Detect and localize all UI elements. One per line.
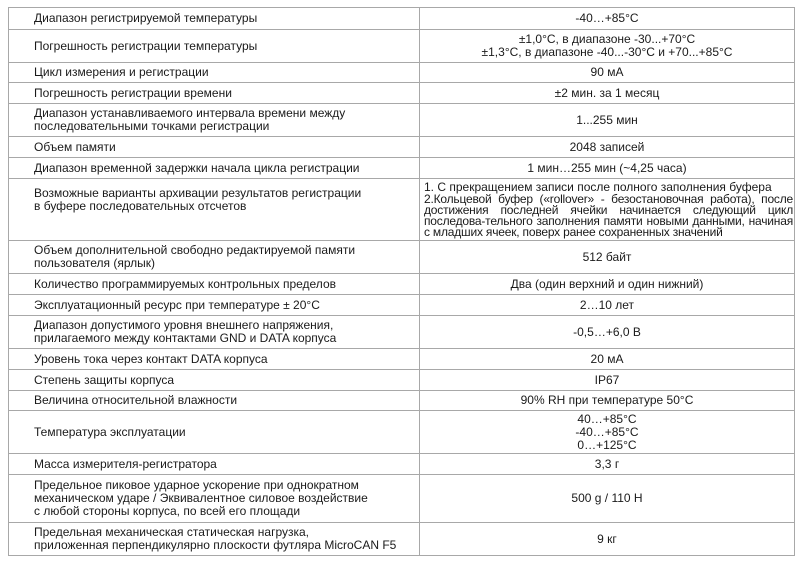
value-text: 90% RH при температуре 50°C	[520, 393, 694, 407]
param-text: прилагаемого между контактами GND и DATA корпуса	[34, 331, 337, 345]
param-cell	[9, 8, 420, 30]
value-text: 90 мА	[590, 65, 624, 79]
param-cell	[9, 411, 420, 454]
param-cell	[9, 241, 420, 274]
param-cell	[9, 475, 420, 523]
table-row	[9, 30, 795, 63]
table-row	[9, 104, 795, 137]
param-text: пользователя (ярлык)	[34, 256, 155, 270]
value-text: -40…+85°C	[575, 424, 639, 439]
value-cell	[420, 295, 795, 316]
param-text: Диапазон допустимого уровня внешнего напряжения,	[34, 318, 334, 332]
param-text: Температура эксплуатации	[34, 424, 186, 439]
param-cell	[9, 274, 420, 295]
table-row	[9, 411, 795, 454]
param-text: приложенная перпендикулярно плоскости футляра MicroCAN F5	[34, 538, 397, 552]
value-text: ±2 мин. за 1 месяц	[554, 85, 660, 100]
value-cell	[420, 391, 795, 411]
param-text: Количество программируемых контрольных пределов	[34, 276, 336, 291]
param-cell	[9, 104, 420, 137]
param-cell	[9, 30, 420, 63]
value-text: 1...255 мин	[576, 112, 638, 127]
param-text: Предельная механическая статическая нагрузка,	[34, 525, 310, 539]
value-cell	[420, 475, 795, 523]
table-row	[9, 137, 795, 158]
value-text: -40…+85°C	[575, 11, 639, 25]
param-cell	[9, 295, 420, 316]
param-cell	[9, 370, 420, 391]
param-text: последовательными точками регистрации	[34, 119, 270, 133]
param-text: Масса измерителя-регистратора	[34, 456, 217, 471]
table-row	[9, 274, 795, 295]
value-text: 20 мА	[590, 351, 624, 366]
value-cell	[420, 454, 795, 475]
param-cell	[9, 523, 420, 556]
param-text: Степень защиты корпуса	[34, 372, 175, 387]
table-row	[9, 349, 795, 370]
param-text: Цикл измерения и регистрации	[34, 65, 209, 79]
table-row	[9, 316, 795, 349]
value-text: 9 кг	[597, 531, 617, 546]
value-text: 1. С прекращением записи после полного заполнения буфера	[424, 180, 772, 194]
table-row	[9, 8, 795, 30]
value-text: 500 g / 110 Н	[571, 491, 643, 505]
param-text: Объем дополнительной свободно редактируемой памяти	[34, 243, 356, 257]
table-row	[9, 179, 795, 241]
param-cell	[9, 158, 420, 179]
value-text: 2048 записей	[569, 139, 645, 154]
value-text: 512 байт	[582, 249, 632, 264]
table-row	[9, 83, 795, 104]
value-text: ±1,3°C, в диапазоне -40...-30°C и +70...+85°C	[481, 45, 733, 59]
param-cell	[9, 63, 420, 83]
value-text: 2.Кольцевой буфер («rollover» - безостановочная работа), после достижения последней ячейки начинается следующий цикл последова-тельного заполнения памяти новыми данными, начиная с младших ячеек, поверх ранее сохраненных значений	[424, 192, 793, 239]
value-text: ±1,0°C, в диапазоне -30...+70°C	[518, 32, 696, 46]
table-row	[9, 475, 795, 523]
param-text: Возможные варианты архивации результатов регистрации	[34, 186, 362, 200]
value-cell	[420, 8, 795, 30]
param-text: с любой стороны корпуса, по всей его площади	[34, 504, 301, 518]
value-cell	[420, 241, 795, 274]
value-text: -0,5…+6,0 В	[573, 324, 641, 339]
value-text: 0…+125°C	[577, 437, 637, 452]
value-cell	[420, 104, 795, 137]
value-cell	[420, 179, 795, 241]
value-text: 2…10 лет	[579, 297, 635, 312]
value-text: 1 мин…255 мин (~4,25 часа)	[527, 160, 687, 175]
value-cell	[420, 274, 795, 295]
param-cell	[9, 349, 420, 370]
param-text: Эксплуатационный ресурс при температуре ± 20°C	[34, 297, 320, 312]
value-cell	[420, 158, 795, 179]
value-cell	[420, 83, 795, 104]
param-cell	[9, 179, 420, 241]
specifications-table	[8, 7, 795, 556]
value-cell	[420, 523, 795, 556]
table-row	[9, 295, 795, 316]
value-text: IP67	[594, 372, 620, 387]
value-text: 3,3 г	[594, 456, 620, 471]
param-text: в буфере последовательных отсчетов	[34, 199, 247, 213]
param-text: Погрешность регистрации времени	[34, 85, 232, 100]
param-text: Погрешность регистрации температуры	[34, 38, 258, 53]
param-text: механическом ударе / Эквивалентное силовое воздействие	[34, 491, 368, 505]
param-text: Предельное пиковое ударное ускорение при однократном	[34, 478, 359, 492]
param-cell	[9, 137, 420, 158]
table-row	[9, 454, 795, 475]
value-cell	[420, 137, 795, 158]
value-cell	[420, 63, 795, 83]
param-text: Объем памяти	[34, 139, 116, 154]
table-row	[9, 63, 795, 83]
table-row	[9, 523, 795, 556]
value-cell	[420, 370, 795, 391]
param-text: Величина относительной влажности	[34, 393, 238, 407]
value-cell	[420, 411, 795, 454]
table-row	[9, 391, 795, 411]
param-text: Диапазон временной задержки начала цикла регистрации	[34, 160, 360, 175]
param-cell	[9, 391, 420, 411]
table-row	[9, 370, 795, 391]
value-cell	[420, 316, 795, 349]
param-text: Диапазон устанавливаемого интервала времени между	[34, 106, 346, 120]
value-text: Два (один верхний и один нижний)	[510, 276, 704, 291]
value-cell	[420, 349, 795, 370]
value-text: 40…+85°C	[577, 411, 637, 426]
param-cell	[9, 316, 420, 349]
param-text: Уровень тока через контакт DATA корпуса	[34, 351, 268, 366]
param-cell	[9, 83, 420, 104]
value-cell	[420, 30, 795, 63]
table-row	[9, 158, 795, 179]
param-text: Диапазон регистрируемой температуры	[34, 11, 258, 25]
param-cell	[9, 454, 420, 475]
table-row	[9, 241, 795, 274]
